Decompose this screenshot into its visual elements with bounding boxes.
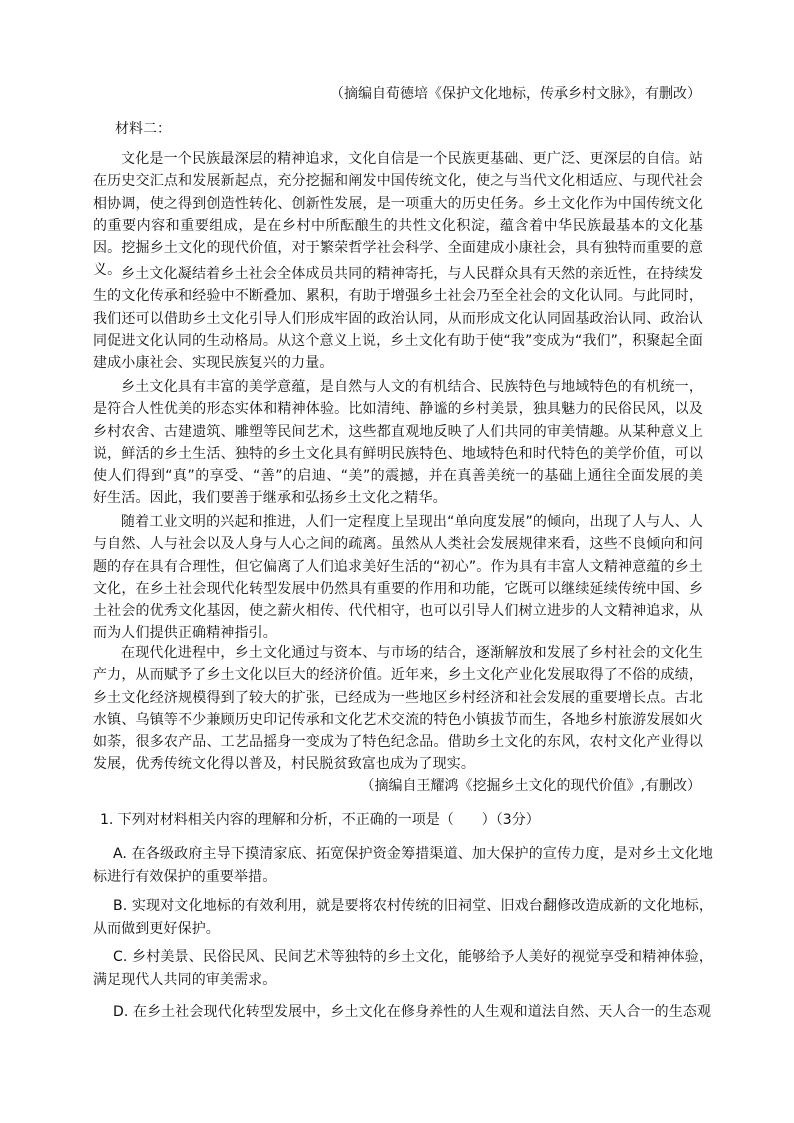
source-citation-1: （摘编自荀德培《保护文化地标，传承乡村文脉》，有删改） (330, 86, 701, 102)
paragraph-5: 在现代化进程中，乡土文化通过与资本、与市场的结合，逐渐解放和发展了乡村社会的文化生产力，从而赋予了乡土文化以巨大的经济价值。近年来，乡土文化产业化发展取得了不俗的成绩，乡土文化经济规模得到了较大的扩张，已经成为一些地区乡村经济和社会发展的重要增长点。古北水镇、乌镇等不少兼顾历史印记传承和文化艺术交流的特色小镇拔节而生，各地乡村旅游发展如火如荼，很多农产品、工艺品摇身一变成为了特色纪念品。借助乡土文化的东风，农村文化产业得以发展，优秀传统文化得以普及，村民脱贫致富也成为了现实。 (93, 645, 703, 773)
paragraph-3: 乡土文化具有丰富的美学意蕴，是自然与人文的有机结合、民族特色与地域特色的有机统一，是符合人性优美的形态实体和精神体验。比如清纯、静谧的乡村美景，独具魅力的民俗民风，以及乡村农舍、古建遗筑、雕塑等民间艺术，这些都直观地反映了人们共同的审美情趣。从某种意义上说，鲜活的乡土生活、独特的乡土文化具有鲜明民族特色、地域特色和时代特色的美学价值，可以使人们得到“真”的享受、“善”的启迪、“美”的震撼，并在真善美统一的基础上通往全面发展的美好生活。因此，我们要善于继承和弘扬乡土文化之精华。 (93, 379, 703, 507)
question-1: 1. 下列对材料相关内容的理解和分析，不正确的一项是（ ）（3分） (100, 812, 540, 828)
material-heading: 材料二： (115, 121, 171, 137)
paragraph-4: 随着工业文明的兴起和推进，人们一定程度上呈现出“单向度发展”的倾向，出现了人与人、人与自然、人与社会以及人身与人心之间的疏离。虽然从人类社会发展规律来看，这些不良倾向和问题的存在具有合理性，但它偏离了人们追求美好生活的“初心”。作为具有丰富人文精神意蕴的乡土文化，在乡土社会现代化转型发展中仍然具有重要的作用和功能，它既可以继续延续传统中国、乡土社会的优秀文化基因，使之薪火相传、代代相守，也可以引导人们树立进步的人文精神追求，从而为人们提供正确精神指引。 (93, 514, 703, 642)
paragraph-2: 乡土文化凝结着乡土社会全体成员共同的精神寄托，与人民群众具有天然的亲近性，在持续发生的文化传承和经验中不断叠加、累积，有助于增强乡土社会乃至全社会的文化认同。与此同时，我们还可以借助乡土文化引导人们形成牢固的政治认同，从而形成文化认同固基政治认同、政治认同促进文化认同的生动格局。从这个意义上说，乡土文化有助于使“我”变成为“我们”，积聚起全面建成小康社会、实现民族复兴的力量。 (93, 266, 703, 372)
option-d: D. 在乡土社会现代化转型发展中，乡土文化在修身养性的人生观和道法自然、天人合一的生态观 (113, 1004, 712, 1020)
option-c: C. 乡村美景、民俗民风、民间艺术等独特的乡土文化，能够给予人美好的视觉享受和精神体验，满足现代人共同的审美需求。 (93, 949, 713, 988)
option-b: B. 实现对文化地标的有效利用，就是要将农村传统的旧祠堂、旧戏台翻修改造成新的文化地标，从而做到更好保护。 (93, 898, 713, 937)
paragraph-1: 文化是一个民族最深层的精神追求，文化自信是一个民族更基础、更广泛、更深层的自信。站在历史交汇点和发展新起点，充分挖掘和阐发中国传统文化，使之与当代文化相适应、与现代社会相协调，使之得到创造性转化、创新性发展，是一项重大的历史任务。乡土文化作为中国传统文化的重要内容和重要组成，是在乡村中所酝酿生的共性文化积淀，蕴含着中华民族最基本的文化基因。挖掘乡土文化的现代价值，对于繁荣哲学社会科学、全面建成小康社会，具有独特而重要的意义。 (93, 151, 703, 279)
source-citation-2: （摘编自王耀鸿《挖掘乡土文化的现代价值》,有删改） (360, 778, 701, 794)
option-a: A. 在各级政府主导下摸清家底、拓宽保护资金筹措渠道、加大保护的宣传力度，是对乡土文化地标进行有效保护的重要举措。 (93, 846, 713, 885)
